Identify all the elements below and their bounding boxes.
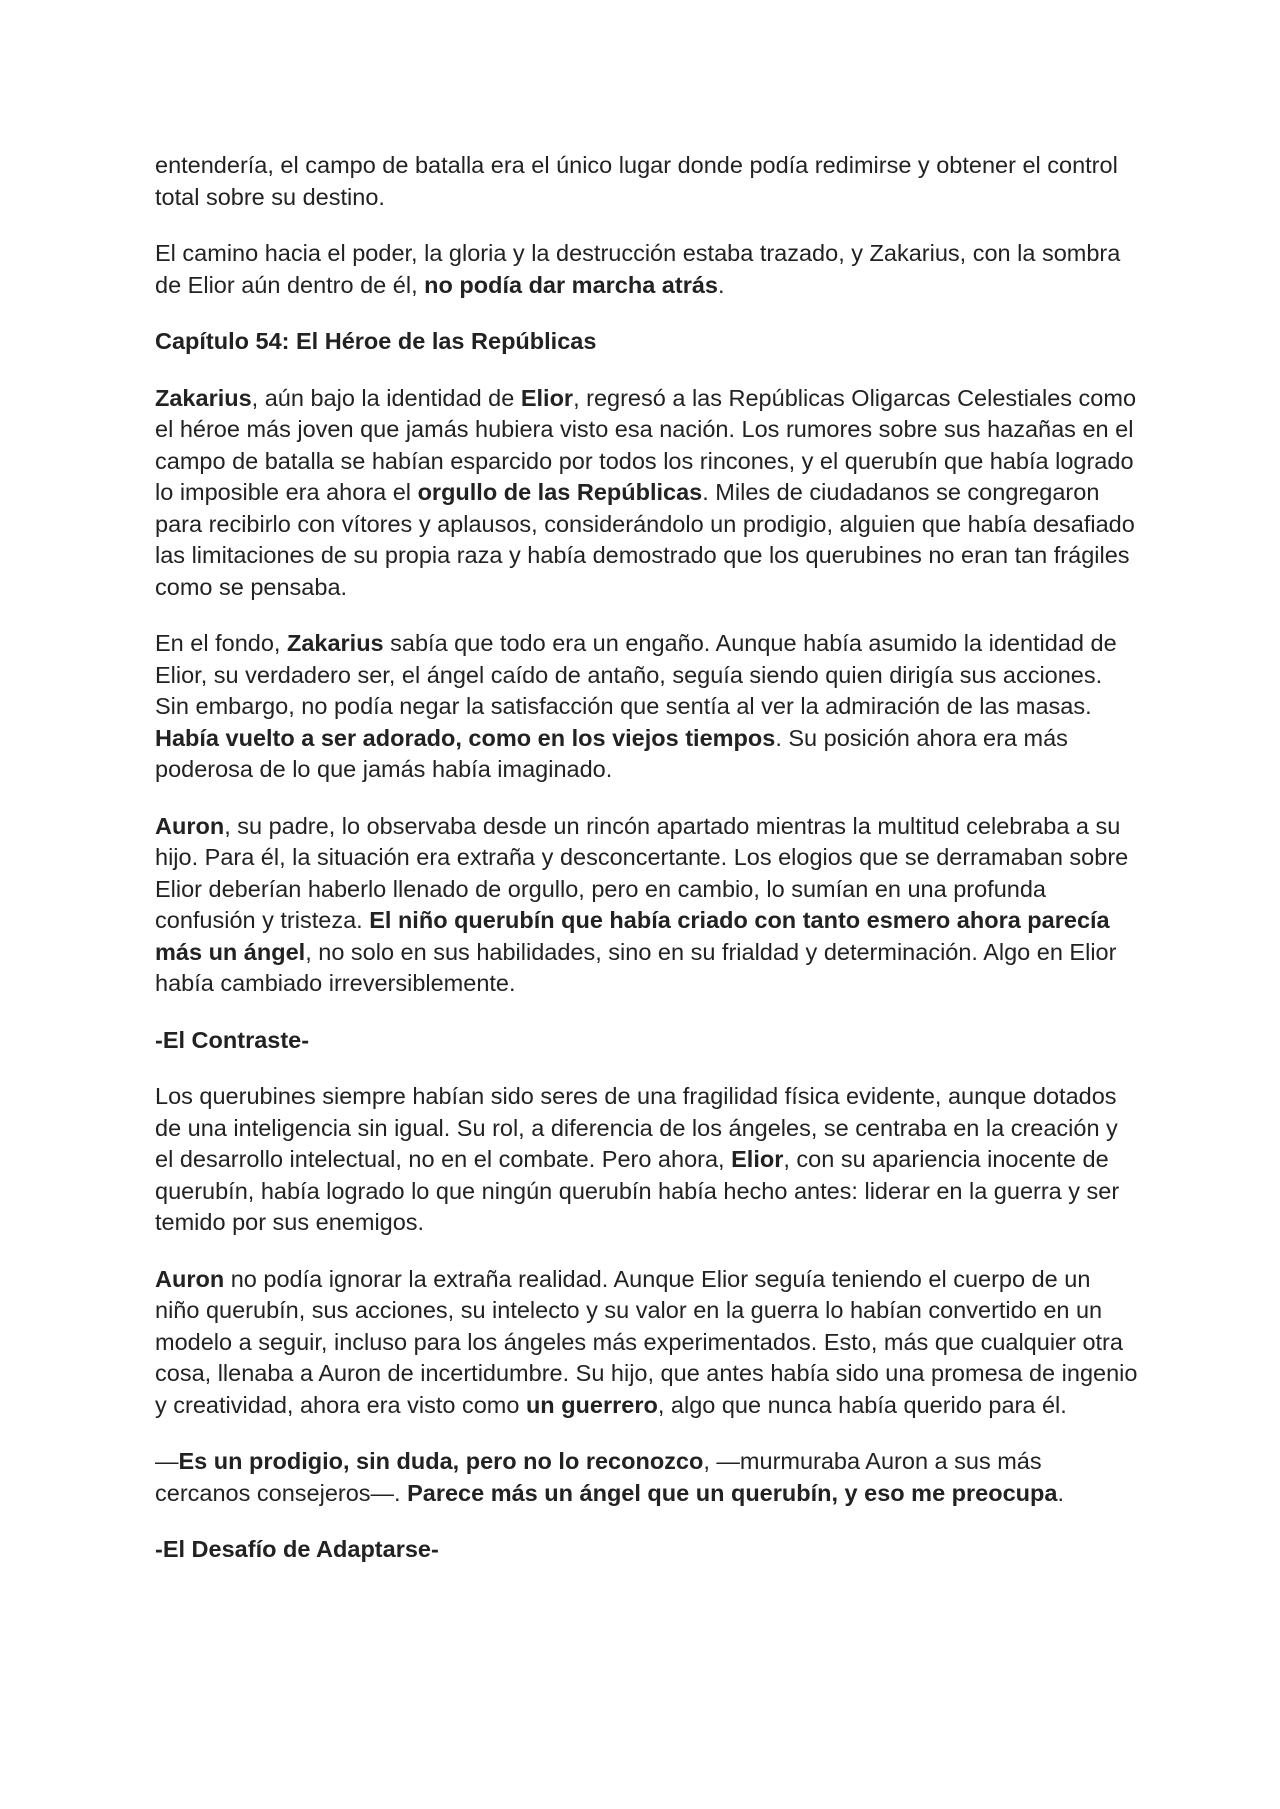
text-run: . bbox=[1057, 1479, 1064, 1506]
text-run: , regresó a las Repúblicas Oligarcas Celestiales como el héroe más joven que jamás hubiera visto esa nación. Los rumores sobre sus hazañas en el campo de batalla se habían esparcido por todos los rincones, y el querubín que había logrado lo imposible era ahora el bbox=[155, 384, 1137, 505]
document-page bbox=[155, 150, 1140, 1591]
paragraph bbox=[155, 1446, 1140, 1509]
text-run: , —murmuraba Auron a sus más cercanos consejeros—. bbox=[155, 1448, 1042, 1506]
paragraph bbox=[155, 1081, 1140, 1239]
paragraph bbox=[155, 628, 1140, 786]
text-run: , su padre, lo observaba desde un rincón apartado mientras la multitud celebraba a su hijo. Para él, la situación era extraña y desconcertante. Los elogios que se derramaban sobre Elior deberían haberlo llenado de orgullo, pero en cambio, lo sumían en una profunda confusión y tristeza. bbox=[155, 812, 1129, 933]
bold-run: Elior bbox=[731, 1146, 784, 1172]
bold-run: Auron bbox=[155, 1265, 225, 1292]
bold-run: Es un prodigio, sin duda, pero no lo reconozco bbox=[178, 1448, 704, 1474]
bold-run: Elior bbox=[520, 384, 574, 411]
bold-run: Zakarius bbox=[155, 384, 252, 411]
paragraph bbox=[155, 1264, 1140, 1422]
text-run: — bbox=[155, 1448, 179, 1474]
bold-run: orgullo de las Repúblicas bbox=[417, 479, 703, 505]
text-run: . Su posición ahora era más poderosa de lo que jamás había imaginado. bbox=[155, 724, 1068, 782]
paragraph bbox=[155, 150, 1140, 213]
text-run: . bbox=[717, 271, 725, 298]
paragraph bbox=[155, 383, 1140, 604]
text-run: no podía ignorar la extraña realidad. Aunque Elior seguía teniendo el cuerpo de un niño querubín, sus acciones, su intelecto y su valor en la guerra lo habían convertido en un modelo a seguir, incluso para los ángeles más experimentados. Esto, más que cualquier otra cosa, llenaba a Auron de incertidumbre. Su hijo, que antes había sido una promesa de ingenio y creatividad, ahora era visto como bbox=[155, 1265, 1138, 1418]
bold-run: Zakarius bbox=[286, 630, 384, 656]
text-run: , aún bajo la identidad de bbox=[251, 384, 521, 411]
bold-run: un guerrero bbox=[525, 1391, 658, 1418]
paragraph bbox=[155, 811, 1140, 1000]
text-run: . Miles de ciudadanos se congregaron para recibirlo con vítores y aplausos, considerándolo un prodigio, alguien que había desafiado las limitaciones de su propia raza y había demostrado que los querubines no eran tan frágiles como se pensaba. bbox=[155, 479, 1135, 600]
text-run: , no solo en sus habilidades, sino en su frialdad y determinación. Algo en Elior había cambiado irreversiblemente. bbox=[155, 938, 1117, 996]
text-run: , con su apariencia inocente de querubín, había logrado lo que ningún querubín había hecho antes: liderar en la guerra y ser temido por sus enemigos. bbox=[155, 1146, 1120, 1235]
text-run: Los querubines siempre habían sido seres de una fragilidad física evidente, aunque dotados de una inteligencia sin igual. Su rol, a diferencia de los ángeles, se centraba en la creación y el desarrollo intelectual, no en el combate. Pero ahora, bbox=[155, 1083, 1118, 1172]
bold-run: El niño querubín que había criado con tanto esmero ahora parecía más un ángel bbox=[155, 907, 1110, 965]
bold-run: no podía dar marcha atrás bbox=[424, 271, 718, 298]
chapter-heading: Capítulo 54: El Héroe de las Repúblicas bbox=[155, 328, 597, 354]
text-run: , algo que nunca había querido para él. bbox=[657, 1391, 1067, 1418]
section-heading: -El Contraste- bbox=[155, 1026, 310, 1053]
paragraph bbox=[155, 238, 1140, 301]
bold-run: Había vuelto a ser adorado, como en los viejos tiempos bbox=[155, 724, 776, 751]
text-run: En el fondo, bbox=[155, 630, 287, 656]
bold-run: Auron bbox=[155, 812, 225, 839]
text-run: El camino hacia el poder, la gloria y la destrucción estaba trazado, y Zakarius, con la sombra de Elior aún dentro de él, bbox=[155, 240, 1121, 298]
text-run: entendería, el campo de batalla era el único lugar donde podía redimirse y obtener el control total sobre su destino. bbox=[155, 152, 1118, 210]
text-run: sabía que todo era un engaño. Aunque había asumido la identidad de Elior, su verdadero ser, el ángel caído de antaño, seguía siendo quien dirigía sus acciones. Sin embargo, no podía negar la satisfacción que sentía al ver la admiración de las masas. bbox=[155, 630, 1117, 719]
bold-run: Parece más un ángel que un querubín, y eso me preocupa bbox=[407, 1479, 1058, 1506]
section-heading: -El Desafío de Adaptarse- bbox=[155, 1536, 439, 1562]
